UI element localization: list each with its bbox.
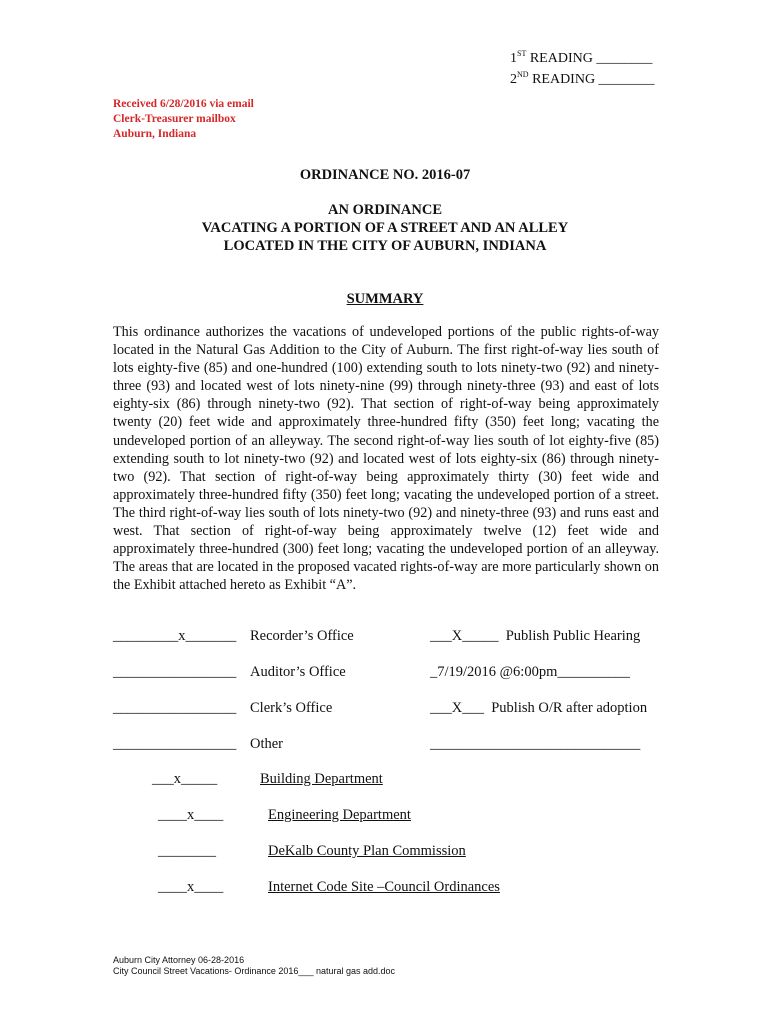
dist-right-4: _____________________________: [430, 736, 641, 752]
other-label-engineering: Engineering Department: [268, 807, 411, 823]
other-mark-3: ________: [158, 843, 216, 859]
dist-left-mark-1: _________x_______: [113, 628, 237, 644]
received-line-2: Clerk-Treasurer mailbox: [113, 113, 236, 125]
summary-text: This ordinance authorizes the vacations of undeveloped portions of the public rights-of-way located in the Natural Gas Addition to the City of Auburn. The first right-of-way lies south of lots eighty-five (85) and one-hundred (100) extending south to lots ninety-two (92) and ninety-three (93) and located west of lots ninety-nine (99) through ninety-three (93) and east of lots eighty-six (86) through ninety-two (92). That section of right-of-way being approximately twenty (20) feet wide and approximately three-hundred fifty (350) feet long; vacating the undeveloped portion of an alleyway. The second right-of-way lies south of lot eighty-five (85) extending south to lot ninety-two (92) and located west of lots eighty-six (86) through ninety-two (92). That section of right-of-way being approximately thirty (30) feet wide and approximately three-hundred fifty (350) feet long; vacating the undeveloped portion of a street. The third right-of-way lies south of lots ninety-two (92) and ninety-three (93) and runs east and west. That section of right-of-way being approximately twelve (12) feet wide and approximately three-hundred (300) feet long; vacating the undeveloped portion of an alleyway. The areas that are located in the proposed vacated rights-of-way are more particularly shown on the Exhibit attached hereto as Exhibit “A”.: [113, 324, 659, 594]
other-mark-2: ____x____: [158, 807, 224, 823]
title-line-1: AN ORDINANCE: [328, 202, 442, 218]
dist-right-3: ___X___ Publish O/R after adoption: [430, 700, 648, 716]
dist-left-label-4: Other: [250, 736, 284, 752]
dist-left-mark-4: _________________: [113, 736, 237, 752]
other-mark-1: ___x_____: [152, 771, 218, 787]
dist-left-label-1: Recorder’s Office: [250, 628, 354, 644]
dist-right-1: ___X_____ Publish Public Hearing: [430, 628, 641, 644]
summary-heading: SUMMARY: [346, 291, 424, 307]
other-mark-4: ____x____: [158, 879, 224, 895]
page-footer: [113, 955, 395, 977]
second-reading-number: 2: [510, 72, 517, 87]
footer-line-1: Auburn City Attorney 06-28-2016: [113, 955, 245, 965]
received-line-3: Auburn, Indiana: [113, 128, 197, 140]
dist-left-mark-2: _________________: [113, 664, 237, 680]
second-reading: [510, 67, 655, 88]
other-label-plan-commission: DeKalb County Plan Commission: [268, 843, 466, 859]
second-reading-label: READING ________: [528, 72, 655, 87]
other-label-building: Building Department: [260, 771, 383, 787]
title-line-3: LOCATED IN THE CITY OF AUBURN, INDIANA: [223, 238, 547, 254]
reading-lines: [510, 46, 655, 88]
dist-left-mark-3: _________________: [113, 700, 237, 716]
other-label-internet-code: Internet Code Site –Council Ordinances: [268, 879, 500, 895]
first-reading-number: 1: [510, 51, 517, 66]
footer-line-2: City Council Street Vacations- Ordinance 2016___ natural gas add.doc: [113, 966, 396, 976]
dist-right-2: _7/19/2016 @6:00pm__________: [430, 664, 630, 680]
dist-left-label-2: Auditor’s Office: [250, 664, 346, 680]
first-reading-sup: ST: [517, 49, 527, 58]
first-reading-label: READING ________: [526, 51, 653, 66]
first-reading: [510, 46, 655, 67]
ordinance-number: ORDINANCE NO. 2016-07: [299, 167, 471, 183]
ordinance-title: [0, 201, 770, 255]
received-line-1: Received 6/28/2016 via email: [113, 98, 254, 110]
second-reading-sup: ND: [517, 70, 529, 79]
title-line-2: VACATING A PORTION OF A STREET AND AN ALLEY: [201, 220, 569, 236]
dist-left-label-3: Clerk’s Office: [250, 700, 333, 716]
received-stamp: [113, 97, 254, 142]
